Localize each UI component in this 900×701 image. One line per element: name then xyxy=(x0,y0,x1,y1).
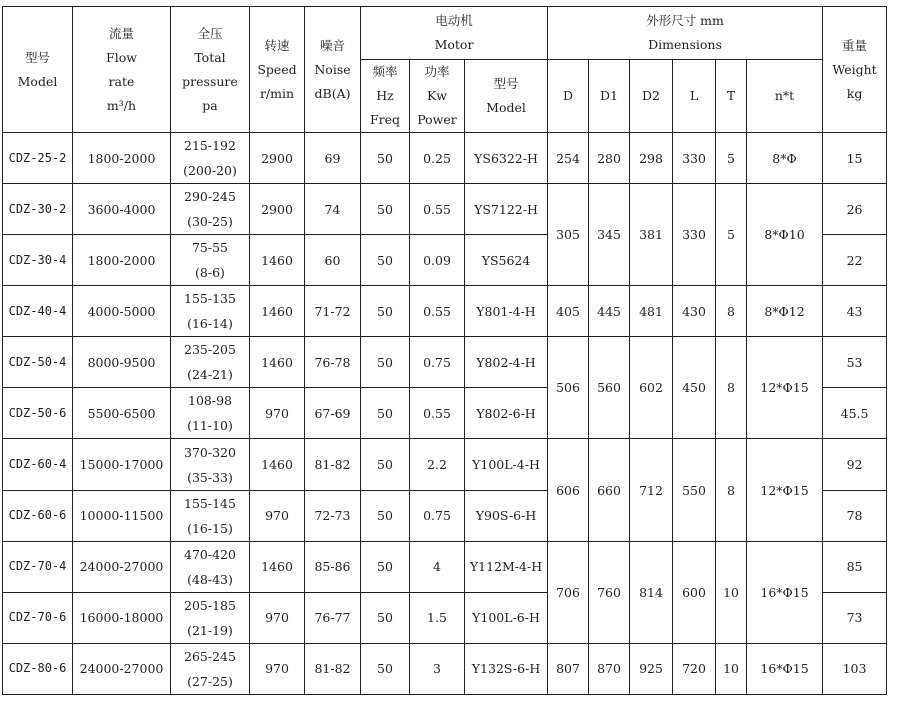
dim-d-cell: 506 xyxy=(548,337,589,439)
pressure-range: (24-21) xyxy=(187,367,233,383)
dim-l-cell: 430 xyxy=(673,286,716,337)
freq-cell: 50 xyxy=(361,490,410,541)
motor-model-cell: Y112M-4-H xyxy=(465,541,548,592)
motor-model-cell: Y802-4-H xyxy=(465,337,548,388)
speed-cell: 1460 xyxy=(250,286,305,337)
noise-cell: 76-78 xyxy=(305,337,361,388)
dim-d1-cell: 760 xyxy=(589,541,630,643)
dim-d-cell: 405 xyxy=(548,286,589,337)
dim-nt-cell: 8*Φ xyxy=(747,133,823,184)
pressure-value: 235-205 xyxy=(184,342,236,358)
dim-l-cell: 550 xyxy=(673,439,716,541)
dim-d1-cell: 870 xyxy=(589,643,630,694)
speed-cell: 1460 xyxy=(250,235,305,286)
header-d1: D1 xyxy=(589,60,630,133)
weight-cell: 78 xyxy=(823,490,887,541)
dim-nt-cell: 16*Φ15 xyxy=(747,643,823,694)
model-cell: CDZ-25-2 xyxy=(3,133,73,184)
motor-model-cell: Y132S-6-H xyxy=(465,643,548,694)
flow-cell: 8000-9500 xyxy=(73,337,171,388)
table-row xyxy=(3,337,887,388)
dim-d1-cell: 560 xyxy=(589,337,630,439)
model-cell: CDZ-40-4 xyxy=(3,286,73,337)
pressure-range: (16-14) xyxy=(187,316,233,332)
pressure-range: (21-19) xyxy=(187,622,233,638)
pressure-range: (200-20) xyxy=(183,163,237,179)
dim-d1-cell: 445 xyxy=(589,286,630,337)
pressure-cell xyxy=(171,592,250,643)
dim-l-cell: 720 xyxy=(673,643,716,694)
speed-cell: 2900 xyxy=(250,133,305,184)
dim-t-cell: 10 xyxy=(716,541,747,643)
header-noise: 噪音 Noise dB(A) xyxy=(305,7,361,133)
dim-d-cell: 706 xyxy=(548,541,589,643)
speed-cell: 2900 xyxy=(250,184,305,235)
dim-l-cell: 450 xyxy=(673,337,716,439)
dim-nt-cell: 12*Φ15 xyxy=(747,337,823,439)
header-dimensions: 外形尺寸 mm Dimensions xyxy=(548,7,823,60)
motor-model-cell: YS7122-H xyxy=(465,184,548,235)
power-cell: 0.55 xyxy=(410,388,465,439)
model-cell: CDZ-50-6 xyxy=(3,388,73,439)
dim-t-cell: 8 xyxy=(716,337,747,439)
dim-d2-cell: 602 xyxy=(630,337,673,439)
freq-cell: 50 xyxy=(361,643,410,694)
dim-d1-cell: 660 xyxy=(589,439,630,541)
power-cell: 4 xyxy=(410,541,465,592)
pressure-range: (11-10) xyxy=(187,418,233,434)
table-row xyxy=(3,643,887,694)
pressure-value: 215-192 xyxy=(184,138,236,154)
pressure-value: 75-55 xyxy=(191,240,229,256)
table-row xyxy=(3,439,887,490)
flow-cell: 24000-27000 xyxy=(73,643,171,694)
power-cell: 0.55 xyxy=(410,286,465,337)
freq-cell: 50 xyxy=(361,388,410,439)
power-cell: 2.2 xyxy=(410,439,465,490)
header-freq: 频率 Hz Freq xyxy=(361,60,410,133)
model-cell: CDZ-60-4 xyxy=(3,439,73,490)
noise-cell: 71-72 xyxy=(305,286,361,337)
flow-cell: 1800-2000 xyxy=(73,235,171,286)
dim-d2-cell: 481 xyxy=(630,286,673,337)
model-cell: CDZ-30-4 xyxy=(3,235,73,286)
speed-cell: 970 xyxy=(250,643,305,694)
dim-t-cell: 8 xyxy=(716,439,747,541)
pressure-range: (30-25) xyxy=(187,214,233,230)
power-cell: 0.75 xyxy=(410,490,465,541)
speed-cell: 970 xyxy=(250,592,305,643)
weight-cell: 26 xyxy=(823,184,887,235)
power-cell: 3 xyxy=(410,643,465,694)
header-power: 功率 Kw Power xyxy=(410,60,465,133)
dim-d2-cell: 925 xyxy=(630,643,673,694)
pressure-value: 470-420 xyxy=(184,546,236,562)
flow-cell: 15000-17000 xyxy=(73,439,171,490)
dim-t-cell: 8 xyxy=(716,286,747,337)
dim-d2-cell: 381 xyxy=(630,184,673,286)
pressure-range: (27-25) xyxy=(187,673,233,689)
flow-cell: 10000-11500 xyxy=(73,490,171,541)
flow-cell: 1800-2000 xyxy=(73,133,171,184)
freq-cell: 50 xyxy=(361,235,410,286)
speed-cell: 1460 xyxy=(250,541,305,592)
motor-model-cell: Y100L-6-H xyxy=(465,592,548,643)
model-cell: CDZ-60-6 xyxy=(3,490,73,541)
spec-table xyxy=(2,6,887,695)
noise-cell: 85-86 xyxy=(305,541,361,592)
noise-cell: 67-69 xyxy=(305,388,361,439)
pressure-cell xyxy=(171,490,250,541)
pressure-value: 205-185 xyxy=(184,597,236,613)
noise-cell: 76-77 xyxy=(305,592,361,643)
weight-cell: 15 xyxy=(823,133,887,184)
weight-cell: 92 xyxy=(823,439,887,490)
pressure-value: 290-245 xyxy=(184,189,236,205)
weight-cell: 22 xyxy=(823,235,887,286)
dim-d-cell: 807 xyxy=(548,643,589,694)
pressure-cell xyxy=(171,184,250,235)
noise-cell: 81-82 xyxy=(305,643,361,694)
pressure-cell xyxy=(171,133,250,184)
header-d2: D2 xyxy=(630,60,673,133)
motor-model-cell: YS5624 xyxy=(465,235,548,286)
header-d: D xyxy=(548,60,589,133)
motor-model-cell: Y90S-6-H xyxy=(465,490,548,541)
speed-cell: 970 xyxy=(250,388,305,439)
pressure-range: (16-15) xyxy=(187,520,233,536)
freq-cell: 50 xyxy=(361,541,410,592)
model-cell: CDZ-30-2 xyxy=(3,184,73,235)
flow-cell: 5500-6500 xyxy=(73,388,171,439)
dim-d2-cell: 712 xyxy=(630,439,673,541)
flow-cell: 3600-4000 xyxy=(73,184,171,235)
dim-nt-cell: 8*Φ10 xyxy=(747,184,823,286)
pressure-cell xyxy=(171,235,250,286)
dim-t-cell: 5 xyxy=(716,184,747,286)
table-row xyxy=(3,541,887,592)
noise-cell: 69 xyxy=(305,133,361,184)
noise-cell: 60 xyxy=(305,235,361,286)
dim-nt-cell: 8*Φ12 xyxy=(747,286,823,337)
dim-nt-cell: 16*Φ15 xyxy=(747,541,823,643)
dim-d-cell: 305 xyxy=(548,184,589,286)
freq-cell: 50 xyxy=(361,133,410,184)
freq-cell: 50 xyxy=(361,439,410,490)
dim-l-cell: 330 xyxy=(673,184,716,286)
power-cell: 0.75 xyxy=(410,337,465,388)
pressure-cell xyxy=(171,541,250,592)
freq-cell: 50 xyxy=(361,286,410,337)
dim-d1-cell: 280 xyxy=(589,133,630,184)
freq-cell: 50 xyxy=(361,337,410,388)
pressure-range: (8-6) xyxy=(195,265,225,281)
header-motor-model: 型号 Model xyxy=(465,60,548,133)
flow-cell: 4000-5000 xyxy=(73,286,171,337)
speed-cell: 1460 xyxy=(250,439,305,490)
pressure-range: (35-33) xyxy=(187,469,233,485)
table-row xyxy=(3,286,887,337)
motor-model-cell: Y801-4-H xyxy=(465,286,548,337)
weight-cell: 73 xyxy=(823,592,887,643)
header-l: L xyxy=(673,60,716,133)
freq-cell: 50 xyxy=(361,592,410,643)
power-cell: 1.5 xyxy=(410,592,465,643)
pressure-value: 155-145 xyxy=(184,495,236,511)
noise-cell: 72-73 xyxy=(305,490,361,541)
pressure-range: (48-43) xyxy=(187,571,233,587)
noise-cell: 74 xyxy=(305,184,361,235)
weight-cell: 43 xyxy=(823,286,887,337)
header-motor: 电动机 Motor xyxy=(361,7,548,60)
flow-cell: 24000-27000 xyxy=(73,541,171,592)
weight-cell: 45.5 xyxy=(823,388,887,439)
weight-cell: 103 xyxy=(823,643,887,694)
table-row xyxy=(3,184,887,235)
dim-t-cell: 10 xyxy=(716,643,747,694)
model-cell: CDZ-70-4 xyxy=(3,541,73,592)
pressure-cell xyxy=(171,388,250,439)
dim-l-cell: 600 xyxy=(673,541,716,643)
model-cell: CDZ-80-6 xyxy=(3,643,73,694)
speed-cell: 970 xyxy=(250,490,305,541)
header-t: T xyxy=(716,60,747,133)
weight-cell: 85 xyxy=(823,541,887,592)
freq-cell: 50 xyxy=(361,184,410,235)
noise-cell: 81-82 xyxy=(305,439,361,490)
speed-cell: 1460 xyxy=(250,337,305,388)
pressure-value: 265-245 xyxy=(184,648,236,664)
pressure-cell xyxy=(171,337,250,388)
model-cell: CDZ-50-4 xyxy=(3,337,73,388)
dim-d-cell: 606 xyxy=(548,439,589,541)
power-cell: 0.09 xyxy=(410,235,465,286)
dim-d2-cell: 298 xyxy=(630,133,673,184)
pressure-value: 155-135 xyxy=(184,291,236,307)
dim-nt-cell: 12*Φ15 xyxy=(747,439,823,541)
pressure-value: 108-98 xyxy=(188,393,232,409)
header-nt: n*t xyxy=(747,60,823,133)
dim-t-cell: 5 xyxy=(716,133,747,184)
motor-model-cell: YS6322-H xyxy=(465,133,548,184)
dim-d-cell: 254 xyxy=(548,133,589,184)
pressure-cell xyxy=(171,439,250,490)
power-cell: 0.55 xyxy=(410,184,465,235)
dim-l-cell: 330 xyxy=(673,133,716,184)
weight-cell: 53 xyxy=(823,337,887,388)
pressure-cell xyxy=(171,643,250,694)
motor-model-cell: Y802-6-H xyxy=(465,388,548,439)
header-weight: 重量 Weight kg xyxy=(823,7,887,133)
pressure-value: 370-320 xyxy=(184,444,236,460)
motor-model-cell: Y100L-4-H xyxy=(465,439,548,490)
header-model: 型号 Model xyxy=(3,7,73,133)
header-flow: 流量 Flow rate m³/h xyxy=(73,7,171,133)
flow-cell: 16000-18000 xyxy=(73,592,171,643)
table-row xyxy=(3,133,887,184)
header-speed: 转速 Speed r/min xyxy=(250,7,305,133)
header-pressure: 全压 Total pressure pa xyxy=(171,7,250,133)
pressure-cell xyxy=(171,286,250,337)
power-cell: 0.25 xyxy=(410,133,465,184)
model-cell: CDZ-70-6 xyxy=(3,592,73,643)
dim-d1-cell: 345 xyxy=(589,184,630,286)
dim-d2-cell: 814 xyxy=(630,541,673,643)
